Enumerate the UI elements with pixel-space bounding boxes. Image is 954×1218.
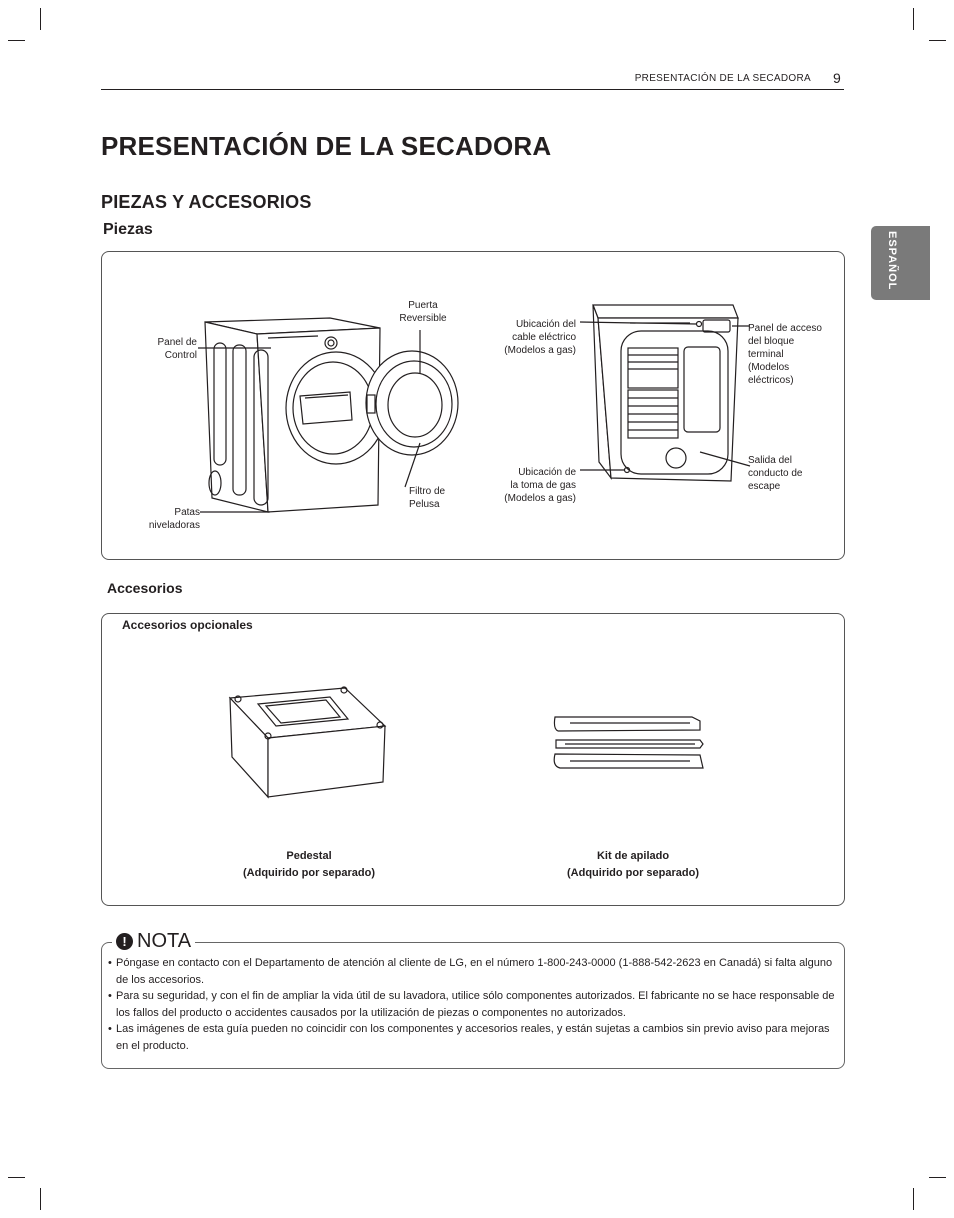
- note-title-text: NOTA: [137, 930, 192, 952]
- note-item: • Para su seguridad, y con el fin de ampliar la vida útil de su lavadora, utilice sólo componentes autorizados. El fabricante no se hace responsable de los fallos del producto o accidentes causados por la utilización de piezas o componentes no autorizados.: [108, 988, 840, 1021]
- pedestal-caption: [209, 848, 409, 882]
- crop-mark: [929, 1177, 946, 1178]
- language-tab-label: ESPAÑOL: [886, 231, 898, 291]
- label-reversible-door: Puerta Reversible: [399, 300, 447, 324]
- language-tab: [871, 226, 930, 300]
- note-title: [112, 930, 195, 953]
- header-rule: [101, 89, 844, 90]
- parts-heading: Piezas: [103, 221, 153, 238]
- stacking-kit-caption: [533, 848, 733, 882]
- crop-mark: [929, 40, 946, 41]
- label-exhaust-outlet: Salida del conducto de escape: [748, 455, 803, 492]
- note-list: [108, 955, 840, 1054]
- dryer-back-illustration: [580, 300, 750, 490]
- page-number: 9: [833, 70, 841, 86]
- crop-mark: [40, 1188, 41, 1210]
- crop-mark: [913, 8, 914, 30]
- running-head: PRESENTACIÓN DE LA SECADORA: [634, 73, 811, 84]
- section-title: PIEZAS Y ACCESORIOS: [101, 192, 312, 212]
- label-lint-filter: Filtro de Pelusa: [409, 486, 446, 510]
- crop-mark: [913, 1188, 914, 1210]
- stacking-kit-note: (Adquirido por separado): [567, 867, 699, 879]
- stacking-kit-illustration: [548, 712, 708, 772]
- pedestal-name: Pedestal: [286, 850, 332, 862]
- accessories-heading: Accesorios: [107, 580, 183, 596]
- crop-mark: [8, 1177, 25, 1178]
- label-terminal-access-panel: Panel de acceso del bloque terminal (Modelos eléctricos): [748, 323, 822, 386]
- label-leveling-legs: Patas niveladoras: [148, 507, 200, 531]
- page-title: PRESENTACIÓN DE LA SECADORA: [101, 131, 552, 161]
- note-item: • Las imágenes de esta guía pueden no coincidir con los componentes y accesorios reales, y están sujetas a cambios sin previo aviso para mejoras en el producto.: [108, 1021, 840, 1054]
- pedestal-illustration: [225, 685, 390, 800]
- label-gas-inlet-location: Ubicación de la toma de gas (Modelos a gas): [504, 467, 576, 504]
- stacking-kit-name: Kit de apilado: [596, 850, 670, 862]
- label-power-cord-location: Ubicación del cable eléctrico (Modelos a gas): [504, 319, 576, 356]
- crop-mark: [8, 40, 25, 41]
- label-control-panel: Panel de Control: [157, 337, 197, 361]
- crop-mark: [40, 8, 41, 30]
- pedestal-note: (Adquirido por separado): [243, 867, 375, 879]
- optional-accessories-title: Accesorios opcionales: [122, 618, 253, 632]
- note-item: • Póngase en contacto con el Departamento de atención al cliente de LG, en el número 1-800-243-0000 (1-888-542-2623 en Canadá) si falta alguno de los accesorios.: [108, 955, 840, 988]
- exclamation-icon: !: [116, 933, 133, 950]
